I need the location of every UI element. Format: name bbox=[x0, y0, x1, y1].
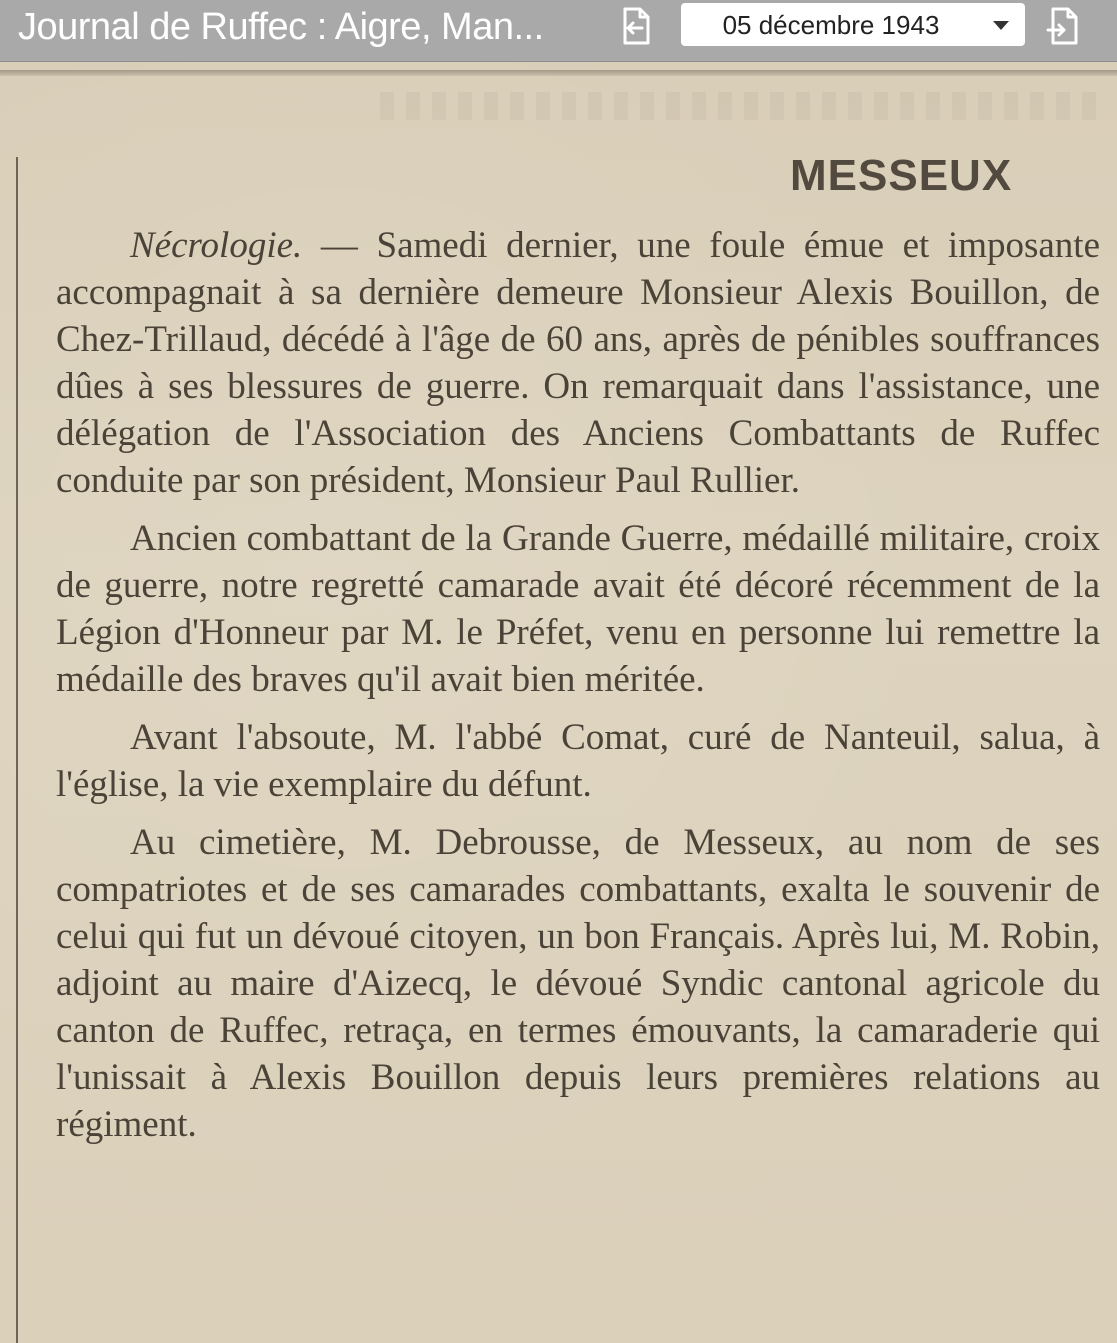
column-divider bbox=[16, 157, 18, 1343]
previous-issue-button[interactable] bbox=[616, 6, 656, 46]
article-body bbox=[56, 222, 1100, 1148]
publication-title: Journal de Ruffec : Aigre, Man... bbox=[18, 6, 544, 48]
article-heading: MESSEUX bbox=[790, 151, 1013, 200]
issue-date-select[interactable] bbox=[681, 3, 1025, 46]
paragraph-lead-in: Nécrologie. bbox=[130, 225, 303, 266]
next-issue-button[interactable] bbox=[1046, 6, 1086, 46]
issue-date-value: 05 décembre 1943 bbox=[722, 10, 940, 40]
page-next-icon bbox=[1046, 6, 1086, 46]
chevron-down-icon bbox=[993, 21, 1009, 30]
bleed-through-text bbox=[380, 92, 1100, 120]
newspaper-page-scan[interactable] bbox=[0, 62, 1117, 1343]
article-paragraph: Au cimetière, M. Debrousse, de Messeux, au nom de ses compatriotes et de ses camarades combattants, exalta le souvenir de celui qui fut un dévoué citoyen, un bon Français. Après lui, M. Robin, adjoint au maire d'Aizecq, le dévoué Syndic cantonal agricole du canton de Ruffec, retraça, en termes émouvants, la camaraderie qui l'unissait à Alexis Bouillon depuis leurs premières relations au régiment. bbox=[56, 822, 1100, 1145]
viewer-toolbar bbox=[0, 0, 1117, 62]
page-previous-icon bbox=[616, 6, 656, 46]
paragraph-text: — Samedi dernier, une foule émue et imposante accompagnait à sa dernière demeure Monsieur Alexis Bouillon, de Chez-Trillaud, décédé à l'âge de 60 ans, après de pénibles souffrances dûes à ses blessures de guerre. On remarquait dans l'assistance, une délégation de l'Association des Anciens Combattants de Ruffec conduite par son président, Monsieur Paul Rullier. bbox=[56, 225, 1100, 501]
article-paragraph: Avant l'absoute, M. l'abbé Comat, curé de Nanteuil, salua, à l'église, la vie exemplaire du défunt. bbox=[56, 717, 1100, 805]
page-top-rule bbox=[0, 70, 1117, 76]
article-paragraph: Ancien combattant de la Grande Guerre, médaillé militaire, croix de guerre, notre regretté camarade avait été décoré récemment de la Légion d'Honneur par M. le Préfet, venu en personne lui remettre la médaille des braves qu'il avait bien méritée. bbox=[56, 518, 1100, 700]
article-paragraph bbox=[56, 222, 1100, 504]
